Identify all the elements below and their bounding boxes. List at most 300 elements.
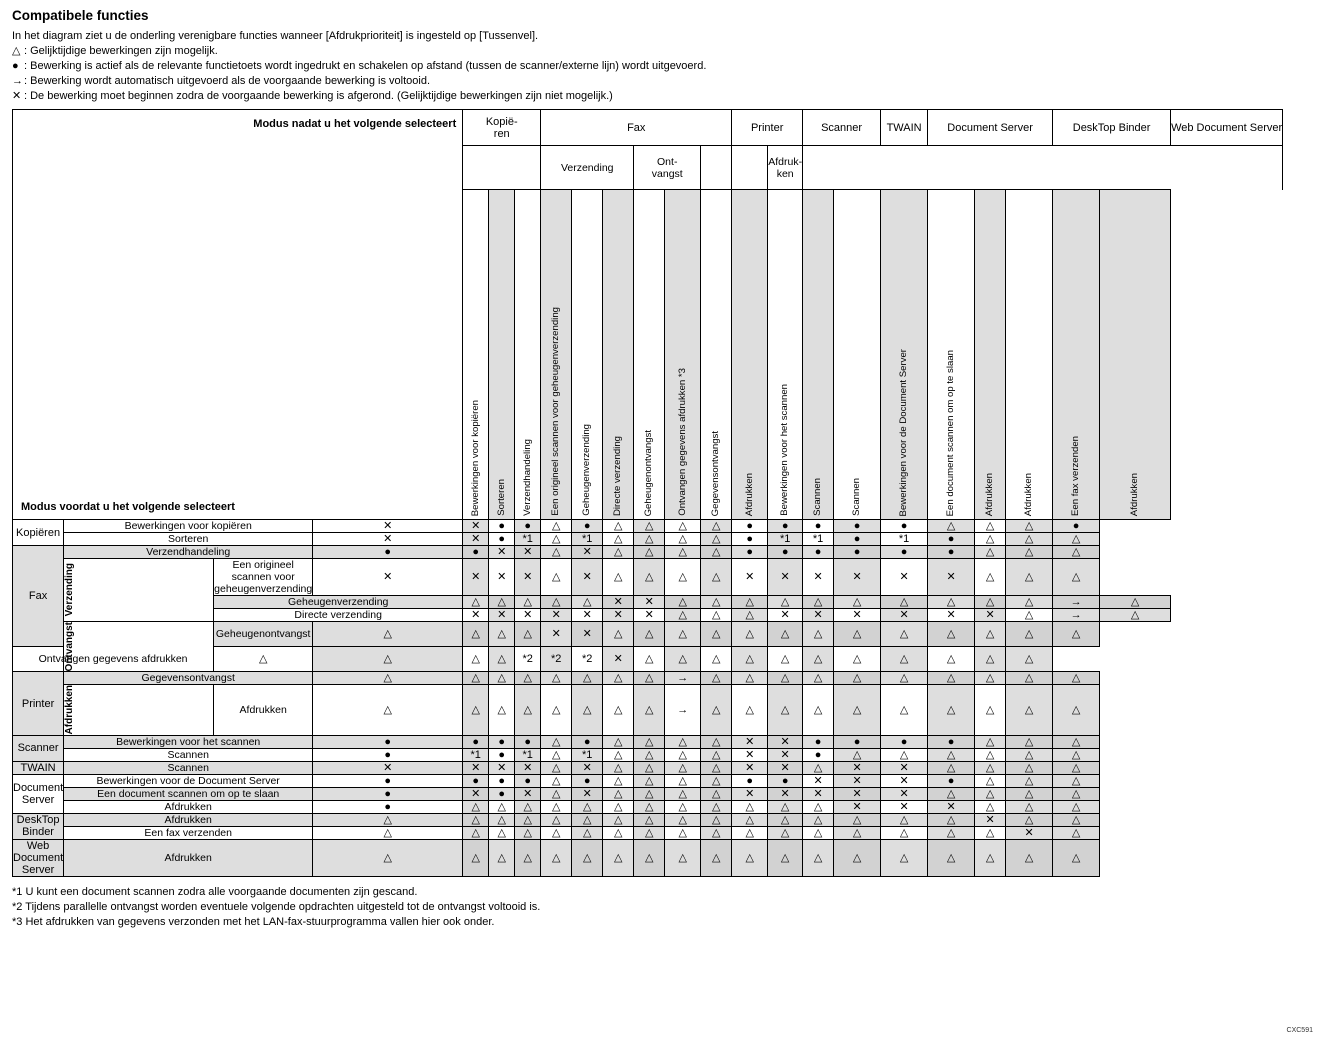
- table-row: [13, 839, 1283, 876]
- matrix-cell: △: [665, 748, 701, 761]
- matrix-cell: △: [515, 685, 541, 735]
- column-header-vertical: [834, 190, 881, 520]
- matrix-cell: △: [701, 800, 732, 813]
- matrix-cell: △: [975, 596, 1006, 609]
- matrix-cell: ●: [463, 735, 489, 748]
- legend-symbol-icon: △: [12, 45, 21, 57]
- matrix-cell: ●: [732, 774, 768, 787]
- matrix-cell: △: [732, 813, 768, 826]
- column-header-label: Afdrukken: [1023, 472, 1035, 516]
- column-header-vertical: [1053, 190, 1100, 520]
- matrix-cell: △: [313, 839, 463, 876]
- matrix-cell: △: [701, 520, 732, 533]
- matrix-cell: △: [1006, 546, 1053, 559]
- matrix-cell: ✕: [463, 559, 489, 596]
- column-header-vertical: [665, 190, 701, 520]
- footnote: *1 U kunt een document scannen zodra alle voorgaande documenten zijn gescand.: [12, 885, 418, 898]
- matrix-cell: △: [1053, 813, 1100, 826]
- matrix-cell: →: [665, 685, 701, 735]
- matrix-cell: △: [768, 813, 803, 826]
- row-subgroup-header: [64, 559, 214, 622]
- matrix-cell: △: [541, 596, 572, 609]
- matrix-cell: ✕: [572, 761, 603, 774]
- matrix-cell: ✕: [732, 559, 768, 596]
- matrix-cell: △: [541, 559, 572, 596]
- row-subgroup-header: [64, 685, 214, 735]
- matrix-cell: △: [489, 672, 515, 685]
- matrix-cell: ✕: [634, 596, 665, 609]
- matrix-cell: △: [1053, 800, 1100, 813]
- matrix-cell: △: [603, 546, 634, 559]
- matrix-cell: △: [881, 596, 928, 609]
- matrix-cell: ●: [768, 774, 803, 787]
- matrix-cell: ✕: [732, 748, 768, 761]
- matrix-cell: △: [1006, 787, 1053, 800]
- matrix-cell: △: [634, 748, 665, 761]
- row-label: Scannen: [64, 761, 313, 774]
- matrix-cell: △: [975, 622, 1006, 647]
- matrix-cell: △: [313, 826, 463, 839]
- matrix-cell: △: [541, 520, 572, 533]
- row-label: Geheugenverzending: [214, 596, 463, 609]
- column-header-vertical: [572, 190, 603, 520]
- matrix-cell: △: [603, 735, 634, 748]
- column-header-vertical: [803, 190, 834, 520]
- matrix-cell: ✕: [834, 559, 881, 596]
- matrix-cell: ●: [489, 787, 515, 800]
- matrix-cell: ✕: [732, 787, 768, 800]
- matrix-cell: △: [975, 685, 1006, 735]
- column-header-label: Een fax verzenden: [1070, 435, 1082, 516]
- matrix-cell: ✕: [603, 596, 634, 609]
- matrix-cell: △: [732, 622, 768, 647]
- matrix-cell: ●: [313, 787, 463, 800]
- matrix-cell: △: [541, 761, 572, 774]
- matrix-cell: *1: [515, 748, 541, 761]
- matrix-cell: △: [732, 596, 768, 609]
- matrix-cell: △: [701, 559, 732, 596]
- matrix-cell: △: [1053, 787, 1100, 800]
- matrix-cell: △: [1006, 735, 1053, 748]
- matrix-cell: △: [603, 813, 634, 826]
- matrix-cell: △: [701, 647, 732, 672]
- legend-symbol-icon: ●: [12, 60, 19, 72]
- corner-top-label: Modus nadat u het volgende selecteert: [253, 118, 457, 130]
- matrix-cell: △: [603, 520, 634, 533]
- matrix-cell: ✕: [975, 813, 1006, 826]
- row-subgroup-label: Verzending: [64, 563, 76, 617]
- matrix-cell: △: [881, 813, 928, 826]
- matrix-cell: ●: [834, 533, 881, 546]
- matrix-cell: △: [928, 839, 975, 876]
- matrix-cell: △: [603, 826, 634, 839]
- matrix-cell: ✕: [572, 546, 603, 559]
- matrix-cell: △: [515, 622, 541, 647]
- matrix-cell: *2: [572, 647, 603, 672]
- matrix-cell: △: [665, 787, 701, 800]
- matrix-cell: △: [1053, 735, 1100, 748]
- matrix-cell: △: [975, 735, 1006, 748]
- matrix-cell: △: [1006, 520, 1053, 533]
- document-code: CXC591: [1286, 1027, 1313, 1034]
- row-subgroup-label: Ontvangst: [64, 622, 76, 672]
- column-group-header: Scanner: [803, 110, 881, 146]
- matrix-cell: ✕: [732, 735, 768, 748]
- matrix-cell: △: [732, 685, 768, 735]
- intro-text: In het diagram ziet u de onderling verenigbare functies wanneer [Afdrukprioriteit] is ingesteld op [Tussenvel].: [12, 30, 539, 42]
- matrix-cell: →: [665, 672, 701, 685]
- matrix-cell: ●: [803, 520, 834, 533]
- matrix-cell: ●: [515, 520, 541, 533]
- matrix-cell: △: [1053, 546, 1100, 559]
- matrix-cell: *1: [515, 533, 541, 546]
- matrix-cell: ●: [732, 546, 768, 559]
- matrix-cell: △: [1053, 672, 1100, 685]
- matrix-cell: △: [634, 813, 665, 826]
- matrix-table: [12, 109, 1283, 877]
- matrix-cell: △: [603, 761, 634, 774]
- matrix-cell: ✕: [975, 609, 1006, 622]
- matrix-cell: ●: [732, 533, 768, 546]
- matrix-cell: △: [214, 647, 313, 672]
- column-header-vertical: [768, 190, 803, 520]
- matrix-cell: △: [515, 839, 541, 876]
- matrix-cell: ●: [732, 520, 768, 533]
- matrix-cell: △: [881, 839, 928, 876]
- matrix-cell: △: [489, 596, 515, 609]
- matrix-cell: △: [1053, 774, 1100, 787]
- matrix-cell: ●: [1053, 520, 1100, 533]
- matrix-cell: ✕: [603, 647, 634, 672]
- matrix-cell: △: [834, 647, 881, 672]
- matrix-cell: △: [515, 813, 541, 826]
- row-group-header: Web Document Server: [13, 839, 64, 876]
- column-header-label: Afdrukken: [984, 472, 996, 516]
- matrix-cell: ✕: [634, 609, 665, 622]
- matrix-cell: △: [1053, 826, 1100, 839]
- row-label: Gegevensontvangst: [64, 672, 313, 685]
- matrix-cell: *1: [768, 533, 803, 546]
- matrix-cell: ✕: [881, 800, 928, 813]
- matrix-cell: △: [803, 800, 834, 813]
- matrix-cell: △: [768, 622, 803, 647]
- matrix-cell: △: [489, 622, 515, 647]
- row-label: Bewerkingen voor kopiëren: [64, 520, 313, 533]
- matrix-cell: △: [928, 520, 975, 533]
- column-header-vertical: [1100, 190, 1171, 520]
- column-header-vertical: [515, 190, 541, 520]
- matrix-cell: ●: [834, 735, 881, 748]
- matrix-cell: △: [603, 748, 634, 761]
- matrix-cell: △: [975, 672, 1006, 685]
- matrix-cell: △: [463, 685, 489, 735]
- corner-bottom-label: Modus voordat u het volgende selecteert: [21, 501, 235, 513]
- table-row: [13, 787, 1283, 800]
- matrix-cell: △: [881, 647, 928, 672]
- matrix-cell: ✕: [803, 774, 834, 787]
- matrix-cell: ●: [768, 546, 803, 559]
- matrix-cell: △: [928, 685, 975, 735]
- matrix-cell: △: [701, 787, 732, 800]
- matrix-cell: △: [665, 735, 701, 748]
- legend-text: : De bewerking moet beginnen zodra de voorgaande bewerking is afgerond. (Gelijktijdige bewerkingen zijn niet mogelijk.): [24, 90, 613, 102]
- matrix-cell: △: [603, 774, 634, 787]
- matrix-cell: △: [634, 735, 665, 748]
- footnote: *3 Het afdrukken van gegevens verzonden met het LAN-fax-stuurprogramma vallen hier ook onder.: [12, 915, 495, 928]
- matrix-cell: △: [732, 826, 768, 839]
- matrix-cell: △: [803, 672, 834, 685]
- column-group-header: TWAIN: [881, 110, 928, 146]
- legend-text: : Bewerking wordt automatisch uitgevoerd als de voorgaande bewerking is voltooid.: [24, 75, 431, 87]
- matrix-cell: ●: [572, 774, 603, 787]
- column-subgroup-spacer: [732, 146, 768, 190]
- matrix-cell: △: [803, 596, 834, 609]
- matrix-cell: △: [834, 826, 881, 839]
- matrix-cell: △: [768, 672, 803, 685]
- matrix-cell: △: [463, 800, 489, 813]
- matrix-cell: △: [463, 826, 489, 839]
- matrix-cell: △: [928, 787, 975, 800]
- matrix-cell: △: [634, 533, 665, 546]
- matrix-cell: △: [732, 647, 768, 672]
- matrix-cell: △: [701, 735, 732, 748]
- matrix-cell: ●: [572, 520, 603, 533]
- matrix-cell: △: [1006, 813, 1053, 826]
- matrix-cell: △: [572, 813, 603, 826]
- matrix-cell: △: [572, 596, 603, 609]
- footnote-list: [12, 885, 1317, 930]
- matrix-cell: ●: [803, 546, 834, 559]
- matrix-cell: ✕: [489, 546, 515, 559]
- matrix-cell: ✕: [515, 559, 541, 596]
- row-label: Een document scannen om op te slaan: [64, 787, 313, 800]
- matrix-cell: △: [975, 647, 1006, 672]
- row-label: Scannen: [64, 748, 313, 761]
- row-group-header: Printer: [13, 672, 64, 735]
- column-header-label: Ontvangen gegevens afdrukken *3: [676, 368, 688, 516]
- column-group-header: Fax: [541, 110, 732, 146]
- matrix-cell: △: [768, 839, 803, 876]
- page-title: Compatibele functies: [12, 8, 149, 23]
- matrix-cell: △: [541, 533, 572, 546]
- column-header-vertical: [881, 190, 928, 520]
- matrix-cell: △: [541, 813, 572, 826]
- matrix-cell: △: [463, 839, 489, 876]
- matrix-cell: ●: [928, 533, 975, 546]
- matrix-cell: ✕: [515, 546, 541, 559]
- matrix-cell: ●: [834, 520, 881, 533]
- matrix-cell: △: [489, 813, 515, 826]
- matrix-cell: △: [1053, 533, 1100, 546]
- table-row: [13, 826, 1283, 839]
- row-label: Ontvangen gegevens afdrukken: [13, 647, 214, 672]
- table-row: [13, 813, 1283, 826]
- matrix-cell: △: [803, 813, 834, 826]
- column-header-vertical: [975, 190, 1006, 520]
- matrix-cell: ✕: [768, 748, 803, 761]
- row-label: Afdrukken: [214, 685, 313, 735]
- row-group-header: Kopiëren: [13, 520, 64, 546]
- column-subgroup-header: Verzending: [541, 146, 634, 190]
- matrix-cell: △: [541, 685, 572, 735]
- matrix-cell: ●: [928, 546, 975, 559]
- legend-text: : Gelijktijdige bewerkingen zijn mogelijk.: [24, 45, 218, 57]
- matrix-cell: △: [634, 672, 665, 685]
- table-row: [13, 761, 1283, 774]
- row-label: Afdrukken: [64, 813, 313, 826]
- matrix-cell: *1: [881, 533, 928, 546]
- matrix-cell: ●: [572, 735, 603, 748]
- table-row: [13, 774, 1283, 787]
- matrix-cell: △: [701, 748, 732, 761]
- matrix-cell: ●: [463, 546, 489, 559]
- legend-item: [12, 89, 1317, 103]
- matrix-cell: △: [1100, 609, 1171, 622]
- matrix-cell: △: [881, 826, 928, 839]
- matrix-cell: ✕: [881, 774, 928, 787]
- matrix-cell: △: [1053, 559, 1100, 596]
- matrix-cell: ✕: [928, 609, 975, 622]
- matrix-cell: △: [541, 839, 572, 876]
- column-subgroup-header: Afdruk- ken: [768, 146, 803, 190]
- matrix-cell: △: [515, 800, 541, 813]
- column-subgroup-spacer: [701, 146, 732, 190]
- matrix-cell: △: [489, 826, 515, 839]
- matrix-cell: △: [1053, 839, 1100, 876]
- legend-symbol-icon: ✕: [12, 90, 22, 102]
- matrix-cell: △: [489, 839, 515, 876]
- matrix-cell: △: [634, 685, 665, 735]
- matrix-cell: △: [975, 774, 1006, 787]
- matrix-cell: △: [1006, 800, 1053, 813]
- matrix-cell: △: [881, 748, 928, 761]
- matrix-cell: △: [975, 787, 1006, 800]
- matrix-cell: △: [665, 800, 701, 813]
- matrix-cell: ✕: [834, 800, 881, 813]
- matrix-cell: △: [732, 672, 768, 685]
- matrix-cell: △: [768, 826, 803, 839]
- matrix-cell: △: [701, 609, 732, 622]
- matrix-cell: △: [701, 546, 732, 559]
- matrix-cell: ✕: [541, 609, 572, 622]
- row-label: Directe verzending: [214, 609, 463, 622]
- matrix-cell: △: [1006, 622, 1053, 647]
- matrix-cell: *2: [541, 647, 572, 672]
- matrix-cell: △: [928, 826, 975, 839]
- matrix-cell: ●: [313, 800, 463, 813]
- matrix-cell: ●: [834, 546, 881, 559]
- matrix-cell: △: [701, 813, 732, 826]
- matrix-cell: △: [975, 800, 1006, 813]
- matrix-cell: ✕: [768, 761, 803, 774]
- matrix-cell: →: [1053, 596, 1100, 609]
- matrix-cell: △: [768, 647, 803, 672]
- row-label: Geheugenontvangst: [214, 622, 313, 647]
- matrix-cell: △: [541, 826, 572, 839]
- matrix-cell: ●: [489, 748, 515, 761]
- matrix-cell: △: [463, 596, 489, 609]
- matrix-cell: △: [541, 748, 572, 761]
- matrix-cell: ●: [515, 774, 541, 787]
- matrix-cell: ●: [881, 735, 928, 748]
- matrix-cell: △: [665, 774, 701, 787]
- matrix-cell: ✕: [463, 520, 489, 533]
- matrix-cell: ✕: [515, 761, 541, 774]
- matrix-cell: △: [975, 761, 1006, 774]
- matrix-cell: ✕: [313, 533, 463, 546]
- column-header-vertical: [463, 190, 489, 520]
- matrix-cell: △: [701, 533, 732, 546]
- table-row: [13, 735, 1283, 748]
- legend-item: [12, 59, 1317, 73]
- matrix-cell: ✕: [603, 609, 634, 622]
- matrix-cell: △: [803, 647, 834, 672]
- column-header-label: Bewerkingen voor de Document Server: [898, 348, 910, 516]
- matrix-cell: △: [701, 839, 732, 876]
- matrix-cell: △: [701, 826, 732, 839]
- matrix-cell: △: [603, 839, 634, 876]
- column-header-label: Sorteren: [495, 479, 507, 516]
- matrix-cell: ✕: [489, 761, 515, 774]
- matrix-cell: △: [1006, 748, 1053, 761]
- matrix-cell: ●: [313, 748, 463, 761]
- legend-symbol-icon: →: [12, 75, 23, 87]
- column-header-label: Verzendhandeling: [521, 439, 533, 516]
- matrix-cell: △: [834, 813, 881, 826]
- matrix-cell: △: [603, 559, 634, 596]
- matrix-cell: ✕: [834, 774, 881, 787]
- footnote: *2 Tijdens parallelle ontvangst worden eventuele volgende opdrachten uitgesteld tot de ontvangst voltooid is.: [12, 900, 541, 913]
- matrix-cell: △: [768, 800, 803, 813]
- row-label: Verzendhandeling: [64, 546, 313, 559]
- matrix-cell: ✕: [541, 622, 572, 647]
- matrix-cell: △: [665, 813, 701, 826]
- matrix-cell: △: [489, 685, 515, 735]
- matrix-cell: △: [634, 787, 665, 800]
- row-group-header: DeskTop Binder: [13, 813, 64, 839]
- column-header-label: Een origineel scannen voor geheugenverzending: [550, 307, 562, 516]
- matrix-cell: △: [928, 761, 975, 774]
- table-row: [13, 672, 1283, 685]
- matrix-cell: ✕: [515, 609, 541, 622]
- matrix-cell: ●: [489, 735, 515, 748]
- matrix-cell: △: [768, 596, 803, 609]
- matrix-cell: △: [515, 826, 541, 839]
- matrix-cell: △: [572, 672, 603, 685]
- matrix-cell: △: [665, 533, 701, 546]
- matrix-cell: △: [701, 672, 732, 685]
- matrix-cell: △: [928, 748, 975, 761]
- column-header-vertical: [1006, 190, 1053, 520]
- row-label: Een origineel scannen voor geheugenverzending: [214, 559, 313, 595]
- column-header-vertical: [732, 190, 768, 520]
- column-header-label: Bewerkingen voor kopiëren: [469, 399, 481, 516]
- column-header-vertical: [701, 190, 732, 520]
- matrix-cell: ✕: [803, 787, 834, 800]
- matrix-cell: ✕: [463, 533, 489, 546]
- matrix-cell: △: [634, 520, 665, 533]
- matrix-cell: △: [665, 647, 701, 672]
- row-label: Een fax verzenden: [64, 826, 313, 839]
- matrix-cell: △: [1006, 609, 1053, 622]
- matrix-cell: △: [572, 685, 603, 735]
- matrix-cell: *1: [572, 533, 603, 546]
- matrix-cell: △: [928, 647, 975, 672]
- matrix-cell: △: [803, 685, 834, 735]
- matrix-cell: △: [975, 748, 1006, 761]
- column-header-vertical: [603, 190, 634, 520]
- matrix-cell: △: [665, 596, 701, 609]
